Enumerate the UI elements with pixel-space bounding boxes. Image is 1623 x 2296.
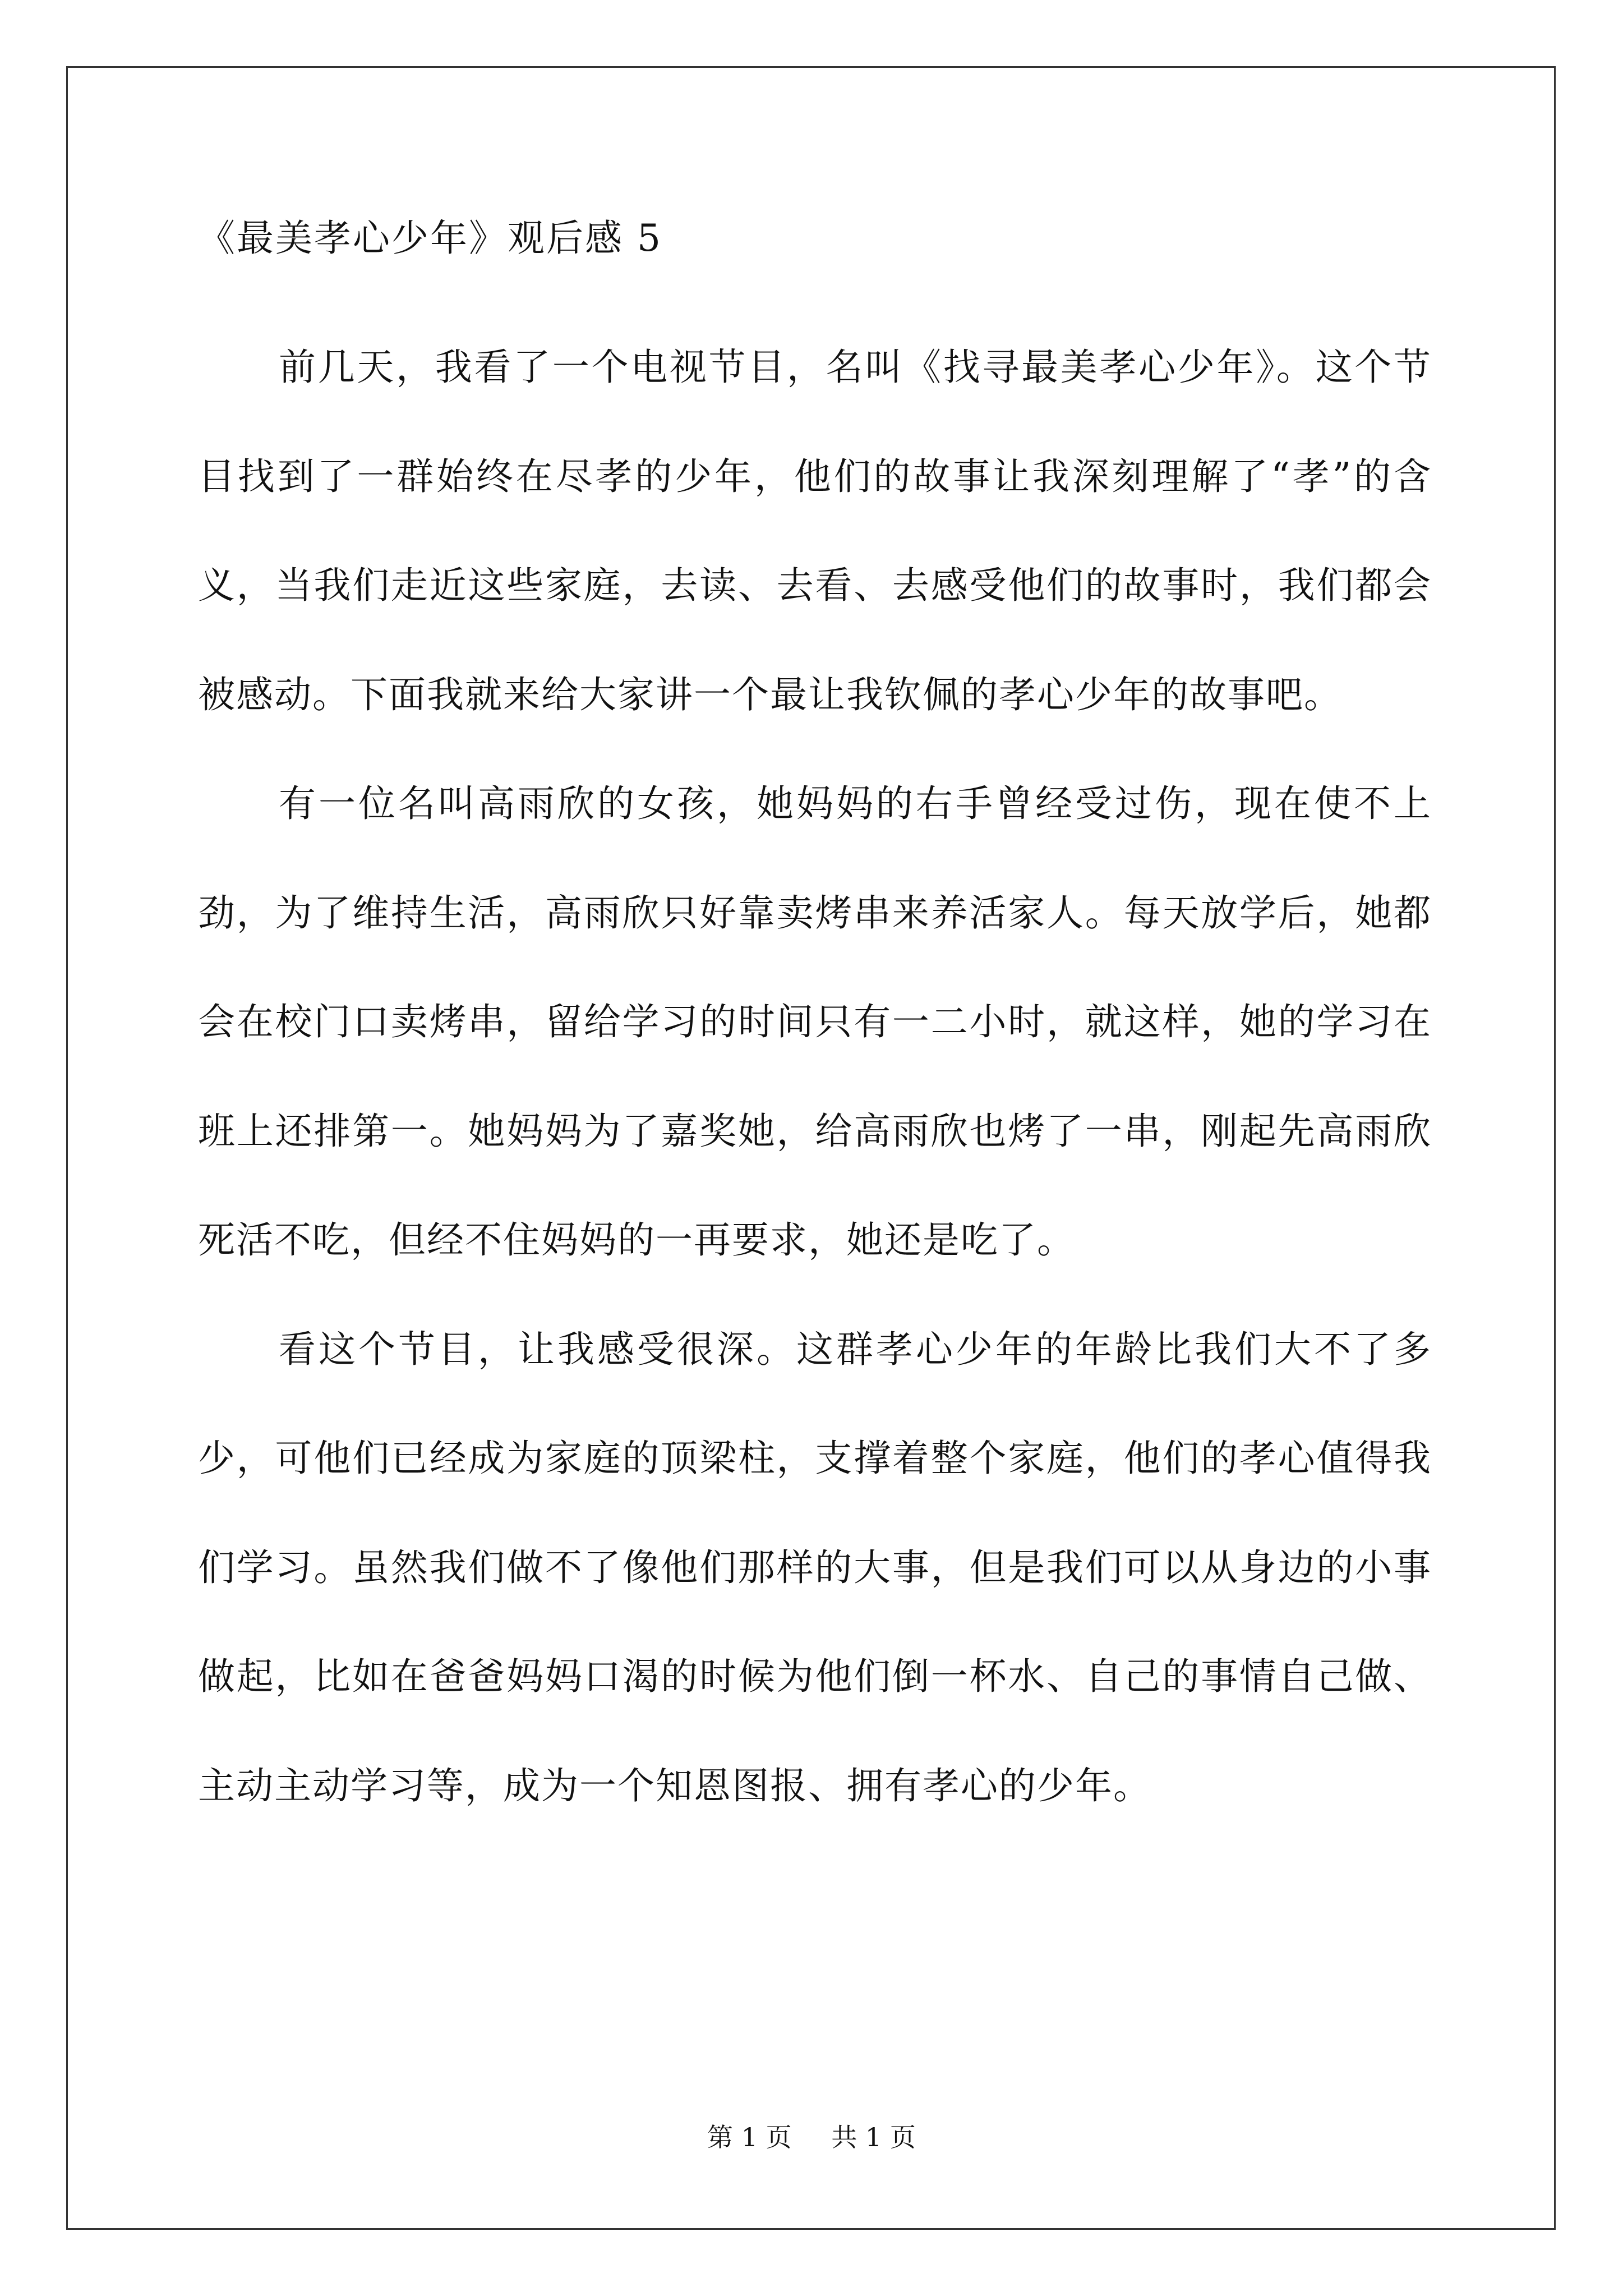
document-body [198,213,1432,1841]
page-footer [0,2120,1623,2154]
page-count: 共 1 页 [831,2122,916,2152]
paragraph: 前几天，我看了一个电视节目，名叫《找寻最美孝心少年》。这个节目找到了一群始终在尽孝的少年，他们的故事让我深刻理解了“孝”的含义，当我们走近这些家庭，去读、去看、去感受他们的故事时，我们都会被感动。下面我就来给大家讲一个最让我钦佩的孝心少年的故事吧。 [198,346,1432,716]
page-number: 第 1 页 [707,2122,792,2152]
paragraph: 看这个节目，让我感受很深。这群孝心少年的年龄比我们大不了多少，可他们已经成为家庭的顶梁柱，支撑着整个家庭，他们的孝心值得我们学习。虽然我们做不了像他们那样的大事，但是我们可以从身边的小事做起，比如在爸爸妈妈口渴的时候为他们倒一杯水、自己的事情自己做、主动主动学习等，成为一个知恩图报、拥有孝心的少年。 [198,1327,1432,1807]
paragraph: 有一位名叫高雨欣的女孩，她妈妈的右手曾经受过伤，现在使不上劲，为了维持生活，高雨欣只好靠卖烤串来养活家人。每天放学后，她都会在校门口卖烤串，留给学习的时间只有一二小时，就这样，她的学习在班上还排第一。她妈妈为了嘉奖她，给高雨欣也烤了一串，刚起先高雨欣死活不吃，但经不住妈妈的一再要求，她还是吃了。 [198,782,1432,1262]
document-title: 《最美孝心少年》观后感 5 [198,217,662,260]
